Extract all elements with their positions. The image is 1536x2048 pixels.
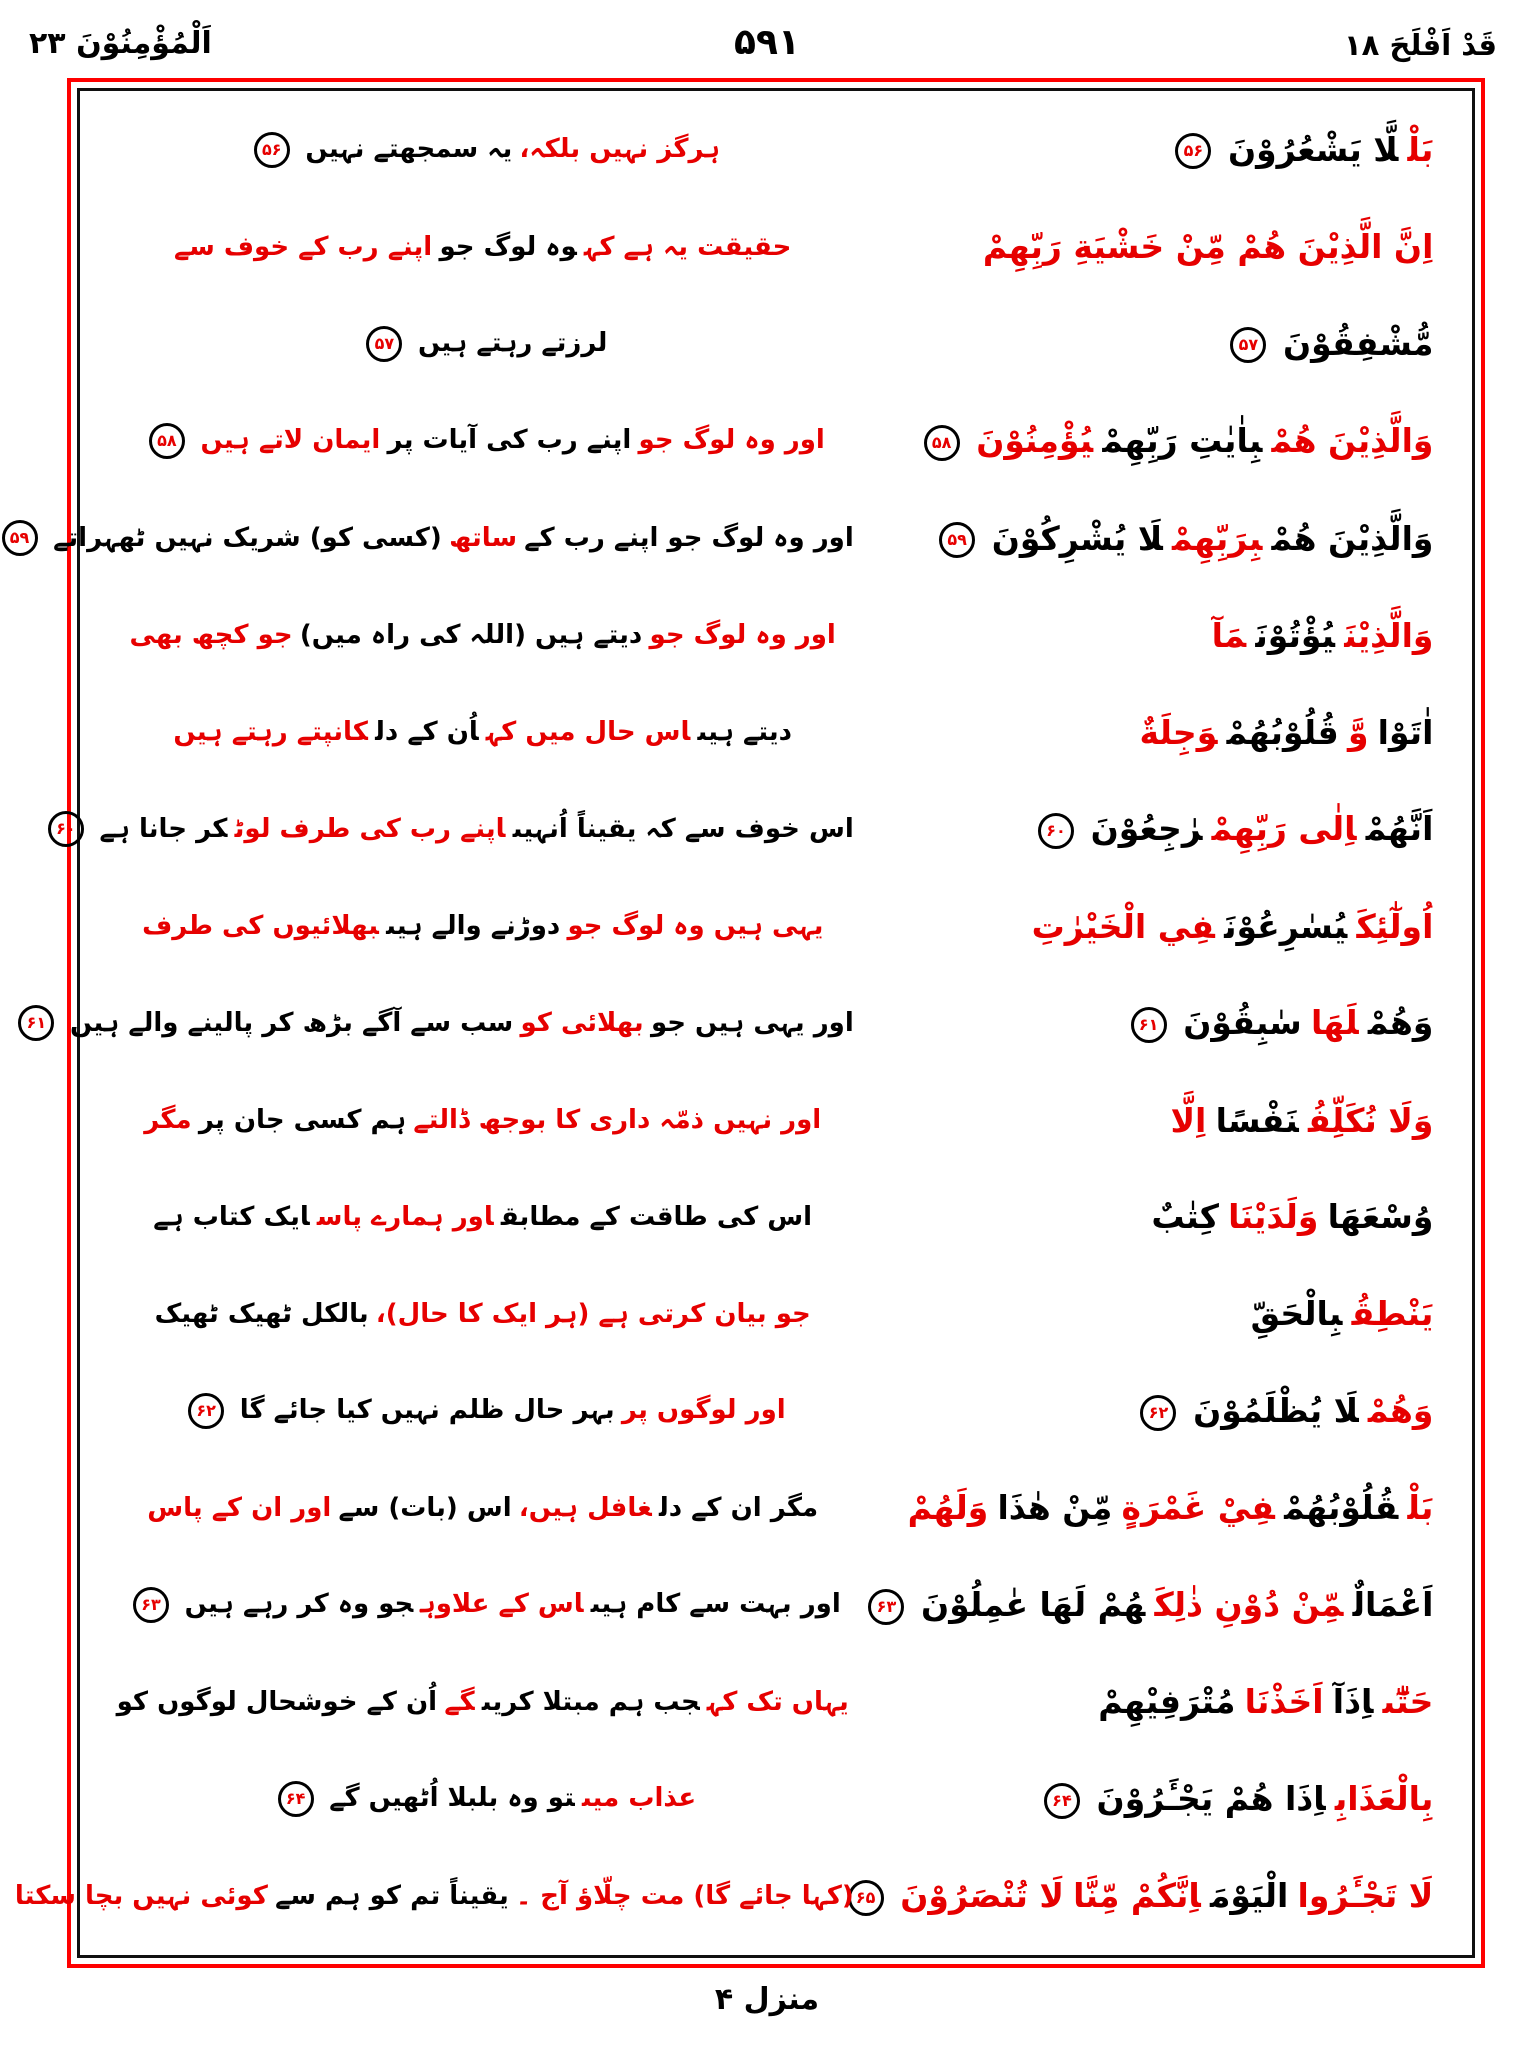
quran-line-row: [99, 1682, 1455, 1721]
text-segment: اس خوف سے کہ یقیناً اُنہیں: [513, 813, 855, 844]
text-segment: يَنْطِقُ: [1352, 1294, 1435, 1334]
text-segment: اپنے رب کی طرف لوٹ: [235, 813, 507, 844]
page-header: [0, 12, 1536, 74]
text-segment: دیتے ہیں (اللہ کی راہ میں): [300, 620, 644, 651]
text-segment: وَلَدَيْنَا: [1229, 1197, 1320, 1237]
text-segment: يُؤْتُوْنَ: [1256, 615, 1337, 655]
text-segment: کوئی نہیں بچا سکتا: [15, 1880, 269, 1911]
text-segment: اور ہمارے پاس: [317, 1201, 495, 1232]
arabic-verse-text: [858, 1294, 1455, 1333]
text-segment: وَّ: [1348, 712, 1370, 752]
verse-number-medallion: ۶۲: [1141, 1395, 1177, 1431]
text-segment: مُتْرَفِيْهِمْ: [1099, 1682, 1237, 1722]
quran-line-row: [99, 907, 1455, 946]
text-segment: سٰبِقُوْنَ: [1184, 1003, 1303, 1043]
verse-number-medallion: ۵۸: [925, 425, 961, 461]
urdu-translation-text: [99, 1587, 858, 1623]
arabic-verse-text: [858, 130, 1455, 170]
text-segment: يُسٰرِعُوْنَ: [1225, 906, 1349, 946]
text-segment: اَخَذْنَا: [1245, 1682, 1325, 1722]
text-segment: یقیناً تم کو ہم سے: [276, 1880, 510, 1911]
text-segment: بھلائیوں کی طرف: [143, 911, 380, 942]
quran-line-row: [57, 809, 1455, 849]
text-segment: لَّا يَشْعُرُوْنَ: [1228, 129, 1400, 169]
text-segment: اِذَا هُمْ يَجْـَٔرُوْنَ: [1097, 1779, 1327, 1819]
verse-number-medallion: ۵۶: [1176, 133, 1212, 169]
arabic-verse-text: [858, 616, 1455, 655]
urdu-translation-text: [99, 1105, 858, 1135]
text-segment: دوڑنے والے ہیں: [387, 911, 562, 942]
quran-line-row: [99, 421, 1455, 461]
text-segment: وَجِلَةٌ: [1140, 712, 1219, 752]
text-segment: غافل ہیں،: [519, 1492, 653, 1523]
text-segment: اِلٰى رَبِّهِمْ: [1212, 809, 1358, 849]
arabic-verse-text: [858, 1876, 1455, 1916]
text-segment: اپنے رب کی آیات پر: [388, 425, 633, 456]
quran-line-row: [99, 227, 1455, 266]
arabic-verse-text: [858, 1101, 1455, 1140]
arabic-verse-text: [858, 324, 1455, 364]
text-segment: اس کی طاقت کے مطابق: [501, 1201, 814, 1232]
text-segment: الْيَوْمَ: [1211, 1876, 1290, 1916]
urdu-translation-text: [57, 811, 858, 847]
verse-number-medallion: ۶۲: [189, 1393, 225, 1429]
text-segment: اَنَّهُمْ: [1366, 809, 1435, 849]
text-segment: اُولٰٓئِكَ: [1357, 906, 1435, 946]
quran-line-row: [99, 1488, 1455, 1527]
verse-number-medallion: ۶۳: [134, 1587, 170, 1623]
text-segment: کر جانا ہے: [100, 813, 229, 844]
text-segment: گے: [445, 1686, 476, 1717]
page-lines: [10, 101, 1455, 1945]
urdu-translation-text: [99, 1781, 858, 1817]
text-segment: لَا تُنْصَرُوْنَ: [901, 1876, 1065, 1916]
text-segment: فِي الْخَيْرٰتِ: [1032, 906, 1216, 946]
quran-line-row: [99, 713, 1455, 752]
arabic-verse-text: [858, 809, 1455, 849]
text-segment: حقیقت یہ ہے کہ: [585, 231, 793, 262]
text-segment: بھلائی کو: [521, 1007, 645, 1038]
text-segment: اپنے رب کے خوف سے: [175, 231, 434, 262]
manzil-marker: منزل ۴: [715, 1982, 821, 2017]
text-segment: اِنَّ الَّذِيْنَ هُمْ مِّنْ خَشْيَةِ رَبِّهِمْ: [983, 227, 1435, 267]
urdu-translation-text: [99, 1202, 858, 1232]
text-segment: بَلْ: [1408, 129, 1435, 169]
text-segment: تو وہ بلبلا اُٹھیں گے: [330, 1783, 576, 1814]
verse-number-medallion: ۵۸: [150, 423, 186, 459]
text-segment: اور وہ لوگ جو: [639, 425, 826, 456]
quran-line-row: [99, 1585, 1455, 1625]
text-segment: لَا تَجْـَٔرُوا: [1298, 1876, 1435, 1916]
verse-number-medallion: ۶۱: [19, 1005, 55, 1041]
verse-number-medallion: ۵۹: [940, 522, 976, 558]
text-segment: فِيْ غَمْرَةٍ: [1122, 1488, 1276, 1528]
text-segment: هُمْ لَهَا عٰمِلُوْنَ: [922, 1585, 1147, 1625]
text-segment: اَعْمَالٌ: [1353, 1585, 1435, 1625]
urdu-translation-text: [27, 1005, 858, 1041]
text-segment: اُن کے دل: [376, 717, 480, 748]
quran-line-row: [99, 1294, 1455, 1333]
urdu-translation-text: [99, 1493, 858, 1523]
text-segment: وَالَّذِيْنَ هُمْ: [1272, 518, 1435, 558]
juz-title: قَدْ اَفْلَحَ ۱۸: [1344, 28, 1498, 62]
quran-line-row: [99, 324, 1455, 364]
text-segment: مگر: [145, 1105, 193, 1136]
text-segment: اور وہ لوگ جو اپنے رب کے: [525, 522, 855, 553]
page-number: ۵۹۱: [735, 22, 801, 63]
text-segment: اٰتَوْا: [1378, 712, 1435, 752]
arabic-verse-text: [858, 519, 1455, 559]
urdu-translation-text: [99, 132, 858, 168]
text-segment: وَهُمْ: [1368, 1003, 1435, 1043]
text-segment: اُن کے خوشحال لوگوں کو: [117, 1686, 439, 1717]
arabic-verse-text: [858, 1003, 1455, 1043]
quran-line-row: [10, 518, 1455, 559]
verse-number-medallion: ۵۷: [1231, 327, 1267, 363]
text-segment: وَلَهُمْ: [908, 1488, 990, 1528]
surah-title: اَلْمُؤْمِنُوْنَ ۲۳: [30, 26, 213, 61]
text-segment: بِالْحَقِّ: [1251, 1294, 1344, 1334]
urdu-translation-text: [10, 520, 858, 556]
arabic-verse-text: [858, 1779, 1455, 1819]
urdu-translation-text: [99, 911, 858, 941]
text-segment: وہ لوگ جو: [440, 231, 578, 262]
text-segment: وَلَا نُكَلِّفُ: [1309, 1100, 1435, 1140]
text-segment: مُّشْفِقُوْنَ: [1284, 323, 1435, 363]
arabic-verse-text: [858, 1682, 1455, 1721]
text-segment: لَهَا: [1311, 1003, 1360, 1043]
text-segment: كِتٰبٌ: [1152, 1197, 1220, 1237]
text-segment: بالکل ٹھیک ٹھیک: [155, 1298, 370, 1329]
text-segment: لَا يُظْلَمُوْنَ: [1194, 1391, 1360, 1431]
text-segment: یہی ہیں وہ لوگ جو: [568, 911, 825, 942]
text-segment: ایمان لاتے ہیں: [201, 425, 382, 456]
verse-number-medallion: ۶۳: [869, 1589, 905, 1625]
text-segment: وَالَّذِيْنَ: [1345, 615, 1435, 655]
text-segment: (کہا جائے گا) مت چلّاؤ آج ۔: [517, 1880, 855, 1911]
text-segment: عذاب میں: [582, 1783, 698, 1814]
arabic-verse-text: [858, 907, 1455, 946]
quran-line-row: [99, 1101, 1455, 1140]
quran-line-row: [99, 1391, 1455, 1431]
verse-number-medallion: ۶۱: [1132, 1007, 1168, 1043]
text-segment: حَتّٰٓى: [1383, 1682, 1435, 1722]
text-segment: ہرگز نہیں بلکہ،: [520, 134, 721, 165]
text-segment: وُسْعَهَا: [1328, 1197, 1435, 1237]
verse-number-medallion: ۶۴: [1045, 1783, 1081, 1819]
text-segment: جب ہم مبتلا کریں: [482, 1686, 701, 1717]
urdu-translation-text: [15, 1878, 858, 1914]
text-segment: جو وہ کر رہے ہیں: [185, 1589, 415, 1620]
verse-number-medallion: ۶۴: [279, 1781, 315, 1817]
text-segment: اور ان کے پاس: [148, 1492, 333, 1523]
text-segment: اور بہت سے کام ہیں: [591, 1589, 842, 1620]
text-segment: اس حال میں کہ: [486, 717, 692, 748]
verse-number-medallion: ۶۰: [49, 811, 85, 847]
text-segment: بِاٰيٰتِ رَبِّهِمْ: [1103, 421, 1264, 461]
verse-number-medallion: ۵۷: [367, 326, 403, 362]
text-segment: اس (بات) سے: [339, 1492, 513, 1523]
text-segment: بَلْ: [1408, 1488, 1435, 1528]
verse-number-medallion: ۵۹: [3, 520, 39, 556]
urdu-translation-text: [99, 717, 858, 747]
text-segment: ساتھ: [450, 522, 519, 553]
text-segment: ہم کسی جان پر: [199, 1105, 408, 1136]
text-segment: دیتے ہیں: [698, 717, 793, 748]
urdu-translation-text: [99, 1687, 858, 1717]
quran-line-row: [99, 1779, 1455, 1819]
text-segment: قُلُوْبُهُمْ: [1227, 712, 1340, 752]
text-segment: مِّنْ هٰذَا: [998, 1488, 1114, 1528]
text-segment: مِّنْ دُوْنِ ذٰلِكَ: [1155, 1585, 1345, 1625]
text-segment: مَآ: [1212, 615, 1248, 655]
arabic-verse-text: [858, 1488, 1455, 1527]
text-segment: (کسی کو) شریک نہیں ٹھہراتے: [54, 522, 443, 553]
text-segment: یہاں تک کہ: [707, 1686, 850, 1717]
text-segment: وَهُمْ: [1368, 1391, 1435, 1431]
text-segment: وَالَّذِيْنَ هُمْ: [1272, 421, 1435, 461]
text-segment: مگر ان کے دل: [660, 1492, 820, 1523]
text-segment: اور یہی ہیں جو: [651, 1007, 855, 1038]
quran-line-row: [15, 1876, 1455, 1916]
text-segment: لَا يُشْرِكُوْنَ: [992, 518, 1164, 558]
urdu-translation-text: [99, 1299, 858, 1329]
text-segment: اِلَّا: [1171, 1100, 1208, 1140]
text-segment: بِالْعَذَابِ: [1335, 1779, 1435, 1819]
text-segment: اور لوگوں پر: [622, 1395, 787, 1426]
text-segment: بِرَبِّهِمْ: [1173, 518, 1264, 558]
text-segment: بہر حال ظلم نہیں کیا جائے گا: [240, 1395, 616, 1426]
quran-line-row: [99, 616, 1455, 655]
text-segment: سب سے آگے بڑھ کر پالینے والے ہیں: [71, 1007, 515, 1038]
quran-line-row: [27, 1003, 1455, 1043]
text-segment: اور نہیں ذمّہ داری کا بوجھ ڈالتے: [414, 1105, 823, 1136]
text-segment: رٰجِعُوْنَ: [1091, 809, 1204, 849]
arabic-verse-text: [858, 227, 1455, 266]
inner-black-border: [10, 88, 1476, 1958]
text-segment: کانپتے رہتے ہیں: [174, 717, 369, 748]
verse-number-medallion: ۵۶: [255, 132, 291, 168]
arabic-verse-text: [858, 713, 1455, 752]
arabic-verse-text: [858, 1391, 1455, 1431]
quran-line-row: [99, 1197, 1455, 1236]
text-segment: اِنَّكُمْ مِّنَّا: [1074, 1876, 1202, 1916]
text-segment: جو بیان کرتی ہے (ہر ایک کا حال)،: [376, 1298, 812, 1329]
text-segment: لرزتے رہتے ہیں: [419, 328, 609, 359]
urdu-translation-text: [99, 232, 858, 262]
text-segment: اس کے علاوہ: [421, 1589, 585, 1620]
text-segment: يُؤْمِنُوْنَ: [977, 421, 1095, 461]
text-segment: قُلُوْبُهُمْ: [1285, 1488, 1400, 1528]
arabic-verse-text: [858, 1197, 1455, 1236]
text-segment: نَفْسًا: [1216, 1100, 1300, 1140]
urdu-translation-text: [99, 423, 858, 459]
text-segment: اِذَآ: [1333, 1682, 1375, 1722]
quran-line-row: [99, 130, 1455, 170]
verse-number-medallion: ۶۰: [1039, 813, 1075, 849]
text-segment: جو کچھ بھی: [130, 620, 294, 651]
arabic-verse-text: [858, 1585, 1455, 1625]
verse-number-medallion: ۶۵: [849, 1880, 885, 1916]
urdu-translation-text: [99, 620, 858, 650]
text-segment: ایک کتاب ہے: [154, 1201, 311, 1232]
outer-red-border: [10, 78, 1486, 1968]
urdu-translation-text: [99, 326, 858, 362]
text-segment: اور وہ لوگ جو: [650, 620, 837, 651]
arabic-verse-text: [858, 421, 1455, 461]
text-segment: یہ سمجھتے نہیں: [306, 134, 514, 165]
urdu-translation-text: [99, 1393, 858, 1429]
